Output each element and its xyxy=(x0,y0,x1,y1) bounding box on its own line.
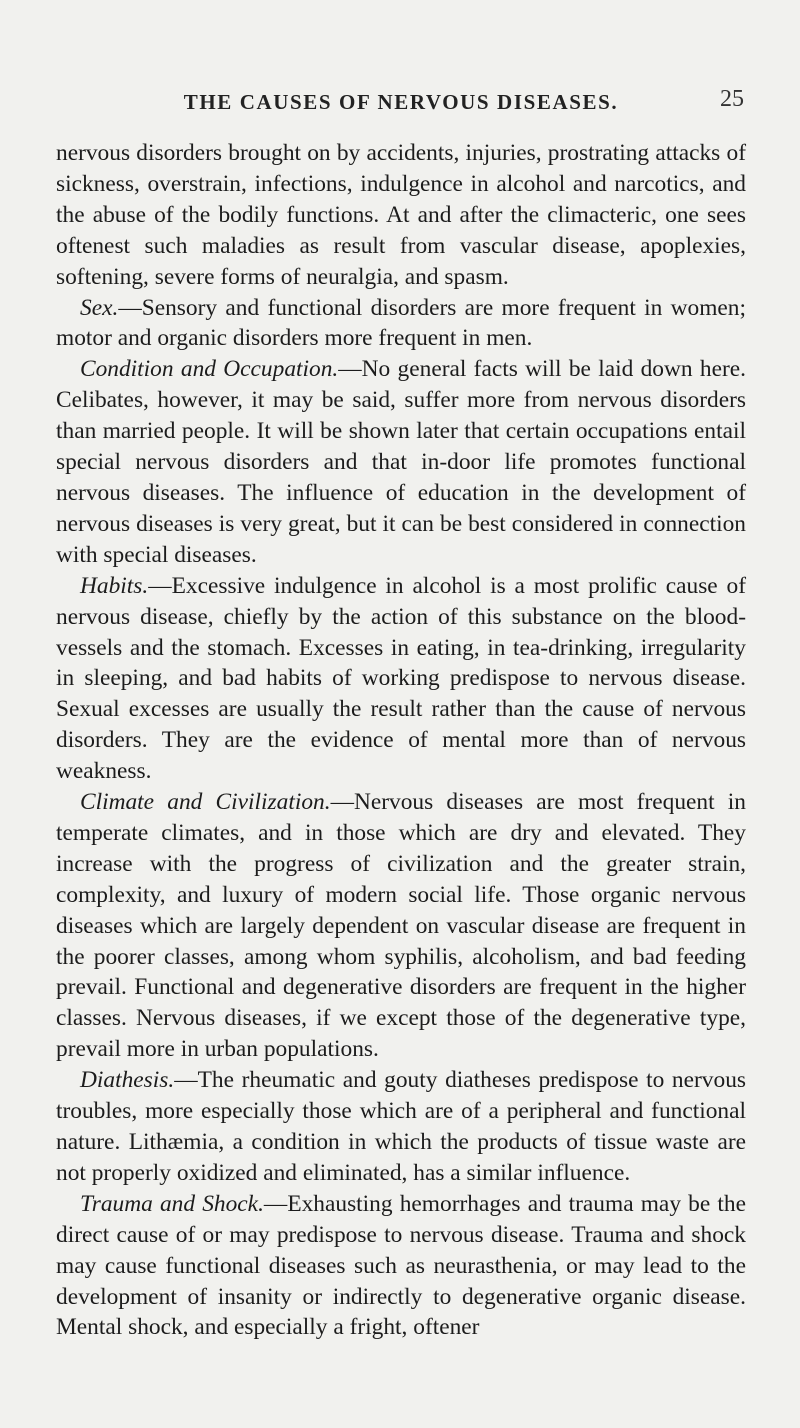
paragraph-condition-occupation xyxy=(56,354,746,570)
paragraph-habits xyxy=(56,571,746,787)
paragraph-text: —Excessive indulgence in alcohol is a most prolific cause of nervous disease, chiefly by the action of this substance on the blood-vessels and the stomach. Excesses in eating, in tea-drinking, irregularity in sleeping, and bad habits of working predispose to nervous disease. Sexual excesses are usually the result rather than the cause of nervous disorders. They are the evidence of mental more than of nervous weakness. xyxy=(56,572,746,785)
paragraph-sex xyxy=(56,293,746,355)
section-heading-habits: Habits. xyxy=(80,572,149,599)
paragraph-trauma-shock xyxy=(56,1189,746,1344)
section-heading-sex: Sex. xyxy=(80,294,119,321)
paragraph-text: —No general facts will be laid down here. Celibates, however, it may be said, suffer more from nervous disorders than married people. It will be shown later that certain occupations entail special nervous disorders and that in-door life promotes functional nervous diseases. The influence of education in the development of nervous diseases is very great, but it can be best considered in connection with special diseases. xyxy=(56,356,746,568)
paragraph-diathesis xyxy=(56,1065,746,1189)
section-heading-diathesis: Diathesis. xyxy=(80,1067,175,1094)
paragraph-text: —Nervous diseases are most frequent in temperate climates, and in those which are dry and elevated. They increase with the progress of civilization and the greater strain, complexity, and luxury of modern social life. Those organic nervous diseases which are largely dependent on vascular disease are frequent in the poorer classes, among whom syphilis, alcoholism, and bad feeding prevail. Functional and degenerative disorders are frequent in the higher classes. Nervous diseases, if we except those of the degenerative type, prevail more in urban populations. xyxy=(56,789,746,1063)
paragraph-text: —The rheumatic and gouty diatheses predispose to nervous troubles, more especially those which are of a peripheral and functional nature. Lithæmia, a condition in which the products of tissue waste are not properly oxidized and eliminated, has a similar influence. xyxy=(56,1067,746,1186)
section-heading-trauma-shock: Trauma and Shock. xyxy=(80,1190,264,1217)
paragraph-continuation xyxy=(56,138,746,293)
paragraph-text: —Sensory and functional disorders are more frequent in women; motor and organic disorders more frequent in men. xyxy=(56,294,746,352)
body-text xyxy=(56,138,746,1343)
section-heading-condition-occupation: Condition and Occupation. xyxy=(80,356,339,383)
paragraph-climate-civilization xyxy=(56,787,746,1065)
paragraph-text: nervous disorders brought on by accidents, injuries, prostrating attacks of sickness, overstrain, infections, indulgence in alcohol and narcotics, and the abuse of the bodily functions. At and after the climacteric, one sees oftenest such maladies as result from vascular disease, apoplexies, softening, severe forms of neuralgia, and spasm. xyxy=(56,140,746,290)
running-title: THE CAUSES OF NERVOUS DISEASES. xyxy=(183,90,619,114)
running-head xyxy=(56,86,746,120)
page-number: 25 xyxy=(720,86,744,112)
paragraph-text: —Exhausting hemorrhages and trauma may be the direct cause of or may predispose to nervous disease. Trauma and shock may cause functional diseases such as neurasthenia, or may lead to the development of insanity or indirectly to degenerative organic disease. Mental shock, and especially a fright, oftener xyxy=(56,1190,746,1341)
section-heading-climate-civilization: Climate and Civilization. xyxy=(80,789,331,816)
